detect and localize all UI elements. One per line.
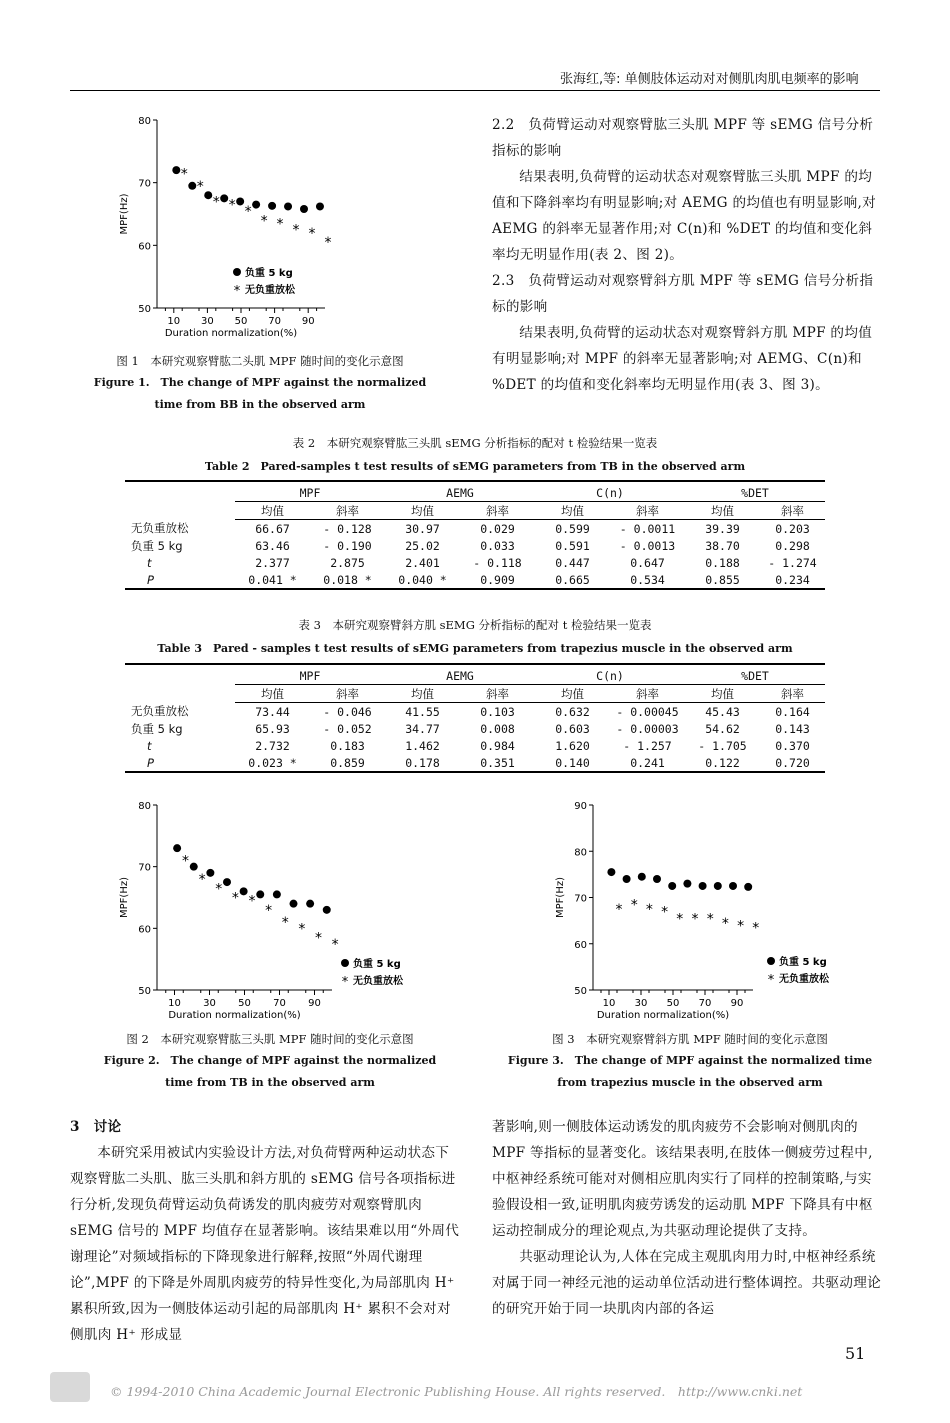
data-point-loaded: [268, 202, 276, 210]
figure-3-caption-en-2: from trapezius muscle in the observed arm: [557, 1076, 823, 1089]
section-3-para-3: 共驱动理论认为,人体在完成主观肌肉用力时,中枢神经系统对属于同一神经元池的运动单位活动进行整体调控。共驱动理论的研究开始于同一块肌肉内部的各运: [492, 1249, 882, 1317]
table-cell: 0.203: [775, 521, 810, 536]
table-cell: - 0.052: [323, 721, 372, 736]
data-point-unloaded: *: [752, 920, 760, 937]
table-cell: 41.55: [405, 704, 440, 719]
legend-label: 负重 5 kg: [779, 957, 827, 968]
figure-1-caption: [75, 350, 445, 416]
figure-1-caption-en-2: time from BB in the observed arm: [154, 398, 366, 411]
table2-subheader: 均值: [535, 502, 610, 520]
figure-1-caption-en-1: Figure 1. The change of MPF against the normalized: [93, 376, 427, 389]
table2-subheader: 均值: [385, 502, 460, 520]
table-cell: 0.040 *: [385, 571, 460, 589]
data-point-loaded: [220, 194, 228, 202]
table-cell: 0.534: [610, 571, 685, 589]
table2-subheader: 均值: [685, 502, 760, 520]
data-point-unloaded: *: [706, 911, 714, 928]
data-point-loaded: [223, 878, 231, 886]
table2-group-header: C(n): [535, 484, 685, 502]
y-tick-label: 80: [138, 801, 151, 812]
data-point-loaded: [714, 882, 722, 890]
x-tick-label: 10: [168, 998, 181, 1009]
x-tick-label: 70: [698, 998, 712, 1009]
table-cell: - 1.274: [768, 555, 817, 570]
table-cell: 2.732: [255, 738, 290, 753]
y-tick-label: 50: [138, 304, 151, 315]
table-3-title-en: Table 3 Pared - samples t test results of sEMG parameters from trapezius muscle in the observed arm: [157, 642, 793, 655]
y-tick-label: 90: [574, 801, 587, 812]
figure-3-caption-en-1: Figure 3. The change of MPF against the normalized time: [507, 1054, 873, 1067]
x-axis-label: Duration normalization(%): [164, 328, 298, 339]
table-cell: - 0.0011: [619, 521, 676, 536]
y-tick-label: 80: [138, 116, 151, 127]
x-tick-label: 30: [201, 316, 214, 327]
table-cell: 66.67: [255, 521, 290, 536]
legend-label: 无负重放松: [779, 974, 829, 985]
table-cell: 34.77: [405, 721, 440, 736]
x-tick-label: 30: [203, 998, 216, 1009]
table-cell: 0.023 *: [235, 754, 310, 772]
x-tick-label: 50: [234, 316, 248, 327]
section-3-para-2: 著影响,则一侧肢体运动诱发的肌肉疲劳不会影响对侧肌肉的 MPF 等指标的显著变化。该结果表明,在肢体一侧疲劳过程中,中枢神经系统可能对对侧相应肌肉实行了同样的控制策略,与实验假设相一致,证明肌肉疲劳诱发的运动肌 MPF 下降具有中枢运动控制成分的理论观点,为共驱动理论提供了支持。: [492, 1119, 873, 1239]
data-point-loaded: [188, 182, 196, 190]
data-point-loaded: [323, 906, 331, 914]
data-point-unloaded: *: [281, 915, 289, 932]
y-axis-label: MPF(Hz): [119, 877, 130, 918]
table-cell: 73.44: [255, 704, 290, 719]
x-tick-label: 30: [634, 998, 648, 1009]
table-cell: 2.401: [405, 555, 440, 570]
table3-group-header: %DET: [685, 667, 825, 685]
x-axis-label: Duration normalization(%): [168, 1010, 301, 1021]
table-cell: 0.370: [775, 738, 810, 753]
data-point-loaded: [252, 201, 260, 209]
table-cell: 25.02: [405, 538, 440, 553]
table-row: [125, 571, 825, 589]
data-point-unloaded: *: [215, 881, 223, 898]
table-cell: 0.183: [330, 738, 365, 753]
row-label: P: [125, 571, 235, 589]
row-label: P: [125, 754, 235, 772]
data-point-unloaded: *: [615, 902, 623, 919]
table3-subheader: 均值: [535, 685, 610, 703]
table2-grid: [125, 484, 825, 590]
data-point-loaded: [236, 197, 244, 205]
table2-subheader: 斜率: [460, 502, 535, 520]
data-point-loaded: [316, 202, 324, 210]
x-tick-label: 90: [301, 316, 315, 327]
table-cell: 38.70: [705, 538, 740, 553]
table-cell: 0.018 *: [310, 571, 385, 589]
table-cell: 0.591: [555, 538, 590, 553]
y-axis-label: MPF(Hz): [119, 193, 130, 235]
table-cell: 0.665: [535, 571, 610, 589]
table-cell: 0.122: [685, 754, 760, 772]
table-cell: 0.188: [705, 555, 740, 570]
section-2-2-heading: 2.2 负荷臂运动对观察臂肱三头肌 MPF 等 sEMG 信号分析指标的影响: [492, 117, 874, 159]
table-cell: - 1.705: [698, 738, 747, 753]
table-cell: 65.93: [255, 721, 290, 736]
data-point-loaded: [172, 166, 180, 174]
data-point-unloaded: *: [276, 216, 284, 233]
table2-group-header: MPF: [235, 484, 385, 502]
legend-marker-dot: [341, 959, 349, 967]
y-tick-label: 70: [138, 862, 151, 874]
data-point-loaded: [623, 875, 631, 883]
table3-subheader: 斜率: [310, 685, 385, 703]
table-cell: 0.178: [385, 754, 460, 772]
table-cell: 0.447: [555, 555, 590, 570]
section-2-3-body: 结果表明,负荷臂的运动状态对观察臂斜方肌 MPF 的均值有明显影响;对 MPF 的斜率无显著影响;对 AEMG、C(n)和 %DET 的均值和变化斜率均无明显作用(表 3、图 3)。: [492, 325, 873, 393]
row-label: 负重 5 kg: [131, 721, 183, 736]
y-tick-label: 50: [574, 986, 587, 997]
x-tick-label: 70: [273, 998, 286, 1009]
table-cell: 0.140: [535, 754, 610, 772]
table-cell: 0.647: [630, 555, 665, 570]
data-point-loaded: [607, 868, 615, 876]
data-point-unloaded: *: [198, 872, 206, 888]
data-point-unloaded: *: [265, 902, 273, 919]
table3-subheader: 均值: [235, 685, 310, 703]
table-row: [125, 737, 825, 754]
data-point-unloaded: *: [181, 853, 189, 870]
table-2-title-zh: 表 2 本研究观察臂肱三头肌 sEMG 分析指标的配对 t 检验结果一览表: [292, 436, 658, 450]
table-cell: 0.984: [480, 738, 515, 753]
section-3-left: [70, 1114, 462, 1348]
table-cell: 0.041 *: [235, 571, 310, 589]
table2-subheader: 斜率: [310, 502, 385, 520]
legend-label: 无负重放松: [245, 285, 295, 296]
data-point-unloaded: *: [314, 930, 322, 947]
data-point-unloaded: *: [196, 178, 204, 195]
legend-label: 负重 5 kg: [353, 959, 401, 970]
table-cell: - 0.00045: [616, 704, 679, 719]
figure-2-caption-en-1: Figure 2. The change of MPF against the normalized: [103, 1054, 437, 1067]
table-row: [125, 520, 825, 538]
y-tick-label: 60: [138, 924, 151, 936]
data-point-loaded: [300, 205, 308, 213]
table-cell: - 0.190: [323, 538, 372, 553]
data-point-unloaded: *: [630, 897, 638, 914]
row-label: t: [147, 555, 152, 570]
section-3-right: [492, 1114, 882, 1322]
y-axis-label: MPF(Hz): [555, 877, 566, 918]
figure-1-chart: [115, 108, 345, 344]
data-point-loaded: [306, 900, 314, 908]
table3-group-header: MPF: [235, 667, 385, 685]
table-cell: 0.298: [775, 538, 810, 553]
table-row: [125, 720, 825, 737]
table-cell: 54.62: [705, 721, 740, 736]
table3-group-header: AEMG: [385, 667, 535, 685]
header-rule: [70, 90, 880, 91]
data-point-unloaded: *: [248, 893, 256, 910]
table-cell: 2.875: [330, 555, 365, 570]
table-cell: - 0.00003: [616, 721, 679, 736]
data-point-loaded: [206, 869, 214, 877]
data-point-unloaded: *: [691, 911, 699, 928]
data-point-loaded: [240, 887, 248, 895]
legend-marker-star: *: [767, 973, 775, 988]
table-cell: 0.603: [555, 721, 590, 736]
data-point-loaded: [173, 844, 181, 852]
table-cell: 0.234: [760, 571, 825, 589]
data-point-loaded: [668, 882, 676, 890]
table3-subheader: 斜率: [460, 685, 535, 703]
data-point-unloaded: *: [298, 921, 306, 938]
legend-label: 负重 5 kg: [245, 268, 293, 279]
row-label: 无负重放松: [131, 704, 189, 719]
data-point-unloaded: *: [737, 918, 745, 935]
x-tick-label: 90: [730, 998, 744, 1009]
cnki-logo-icon: [50, 1372, 90, 1402]
data-point-unloaded: *: [324, 235, 332, 252]
figure-3-chart: [555, 795, 865, 1027]
data-point-loaded: [204, 191, 212, 199]
section-3-heading: 3 讨论: [70, 1119, 122, 1135]
table-cell: 0.164: [775, 704, 810, 719]
table-cell: - 0.128: [323, 521, 372, 536]
table-row: [125, 537, 825, 554]
table-cell: 0.909: [460, 571, 535, 589]
table-cell: - 0.046: [323, 704, 372, 719]
data-point-unloaded: *: [661, 904, 669, 921]
table-3: [125, 667, 825, 773]
table-cell: 1.462: [405, 738, 440, 753]
x-tick-label: 50: [238, 998, 251, 1009]
data-point-loaded: [284, 202, 292, 210]
data-point-unloaded: *: [260, 213, 268, 230]
legend-marker-star: *: [341, 975, 349, 990]
row-label: t: [147, 738, 152, 753]
table-cell: - 0.118: [473, 555, 522, 570]
row-label: 无负重放松: [131, 521, 189, 536]
table-cell: 0.029: [480, 521, 515, 536]
table-2-title-en: Table 2 Pared-samples t test results of sEMG parameters from TB in the observed arm: [204, 460, 746, 473]
table-cell: - 1.257: [623, 738, 672, 753]
x-tick-label: 10: [167, 316, 181, 327]
data-point-unloaded: *: [292, 222, 300, 239]
legend-marker-dot: [233, 268, 241, 276]
table2-subheader: 均值: [235, 502, 310, 520]
legend-marker-star: *: [233, 284, 241, 299]
table2-subheader: 斜率: [610, 502, 685, 520]
x-tick-label: 70: [268, 316, 281, 327]
table3-subheader: 均值: [385, 685, 460, 703]
table-cell: 0.351: [460, 754, 535, 772]
y-tick-label: 70: [574, 893, 587, 905]
table-cell: 63.46: [255, 538, 290, 553]
figure-2-caption: [75, 1028, 465, 1094]
table-cell: 0.241: [610, 754, 685, 772]
section-2-2: [492, 112, 882, 398]
figure-3-caption-zh: 图 3 本研究观察臂斜方肌 MPF 随时间的变化示意图: [552, 1032, 828, 1046]
table-3-title-zh: 表 3 本研究观察臂斜方肌 sEMG 分析指标的配对 t 检验结果一览表: [298, 618, 652, 632]
copyright-notice: © 1994-2010 China Academic Journal Electronic Publishing House. All rights reserved. http://www.cnki.net: [110, 1384, 803, 1399]
table-2: [125, 484, 825, 590]
running-title: 张海红,等: 单侧肢体运动对对侧肌肉肌电频率的影响: [560, 72, 859, 87]
section-2-3-heading: 2.3 负荷臂运动对观察臂斜方肌 MPF 等 sEMG 信号分析指标的影响: [492, 273, 874, 315]
data-point-unloaded: *: [231, 890, 239, 907]
table-cell: 0.855: [685, 571, 760, 589]
table-cell: 0.103: [480, 704, 515, 719]
table-cell: 0.720: [760, 754, 825, 772]
legend-marker-dot: [767, 957, 775, 965]
data-point-loaded: [683, 880, 691, 888]
data-point-unloaded: *: [676, 911, 684, 928]
table-cell: 39.39: [705, 521, 740, 536]
y-tick-label: 50: [138, 986, 151, 997]
data-point-loaded: [190, 863, 198, 871]
data-point-unloaded: *: [180, 166, 188, 183]
data-point-loaded: [638, 873, 646, 881]
legend-label: 无负重放松: [353, 976, 403, 987]
data-point-unloaded: *: [244, 203, 252, 220]
table2-group-header: %DET: [685, 484, 825, 502]
table-cell: 0.632: [555, 704, 590, 719]
figure-3-caption: [495, 1028, 885, 1094]
table3-subheader: 均值: [685, 685, 760, 703]
data-point-loaded: [729, 882, 737, 890]
data-point-unloaded: *: [721, 915, 729, 932]
data-point-loaded: [699, 882, 707, 890]
figure-2-caption-en-2: time from TB in the observed arm: [165, 1076, 375, 1089]
table-cell: 0.599: [555, 521, 590, 536]
data-point-loaded: [256, 890, 264, 898]
table3-grid: [125, 667, 825, 773]
data-point-loaded: [290, 900, 298, 908]
table3-subheader: 斜率: [610, 685, 685, 703]
table-row: [125, 703, 825, 721]
section-2-2-body: 结果表明,负荷臂的运动状态对观察臂肱三头肌 MPF 的均值和下降斜率均有明显影响;对 AEMG 的均值也有明显影响,对 AEMG 的斜率无显著作用;对 C(n)和 %DET 的均值和变化斜率均无明显作用(表 2、图 2)。: [492, 169, 877, 263]
y-tick-label: 70: [138, 178, 151, 190]
data-point-loaded: [653, 875, 661, 883]
figure-2-caption-zh: 图 2 本研究观察臂肱三头肌 MPF 随时间的变化示意图: [126, 1032, 414, 1046]
table-cell: - 0.0013: [619, 538, 676, 553]
section-3-para-1: 本研究采用被试内实验设计方法,对负荷臂两种运动状态下观察臂肱二头肌、肱三头肌和斜方肌的 sEMG 信号各项指标进行分析,发现负荷臂运动负荷诱发的肌肉疲劳对观察臂肌肉 sEMG 信号的 MPF 均值存在显著影响。该结果难以用“外周代谢理论”对频域指标的下降现象进行解释,按照“外周代谢理论”,MPF 的下降是外周肌肉疲劳的特异性变化,为局部肌肉 H⁺ 累积所致,因为一侧肢体运动引起的局部肌肉 H⁺ 累积不会对对侧肌肉 H⁺ 形成显: [70, 1145, 460, 1343]
y-tick-label: 60: [138, 241, 151, 253]
table-cell: 0.143: [775, 721, 810, 736]
data-point-loaded: [273, 890, 281, 898]
table2-subheader: 斜率: [760, 502, 825, 520]
y-tick-label: 80: [574, 847, 587, 859]
data-point-unloaded: *: [645, 902, 653, 919]
data-point-unloaded: *: [331, 936, 339, 953]
data-point-unloaded: *: [228, 197, 236, 214]
figure-2-chart: [115, 795, 415, 1027]
data-point-unloaded: *: [212, 194, 220, 211]
table3-subheader: 斜率: [760, 685, 825, 703]
x-tick-label: 50: [666, 998, 680, 1009]
data-point-loaded: [744, 883, 752, 891]
page-number: 51: [845, 1344, 866, 1363]
table-cell: 1.620: [555, 738, 590, 753]
table-cell: 0.859: [310, 754, 385, 772]
table-cell: 0.008: [480, 721, 515, 736]
table-cell: 45.43: [705, 704, 740, 719]
table3-group-header: C(n): [535, 667, 685, 685]
table-row: [125, 554, 825, 571]
table-cell: 0.033: [480, 538, 515, 553]
x-tick-label: 10: [602, 998, 616, 1009]
table2-group-header: AEMG: [385, 484, 535, 502]
figure-1-caption-zh: 图 1 本研究观察臂肱二头肌 MPF 随时间的变化示意图: [116, 354, 404, 368]
table-row: [125, 754, 825, 772]
x-tick-label: 90: [308, 998, 321, 1009]
table-cell: 2.377: [255, 555, 290, 570]
x-axis-label: Duration normalization(%): [596, 1010, 730, 1021]
y-tick-label: 60: [574, 939, 587, 951]
row-label: 负重 5 kg: [131, 538, 183, 553]
data-point-unloaded: *: [308, 225, 316, 242]
table-cell: 30.97: [405, 521, 440, 536]
